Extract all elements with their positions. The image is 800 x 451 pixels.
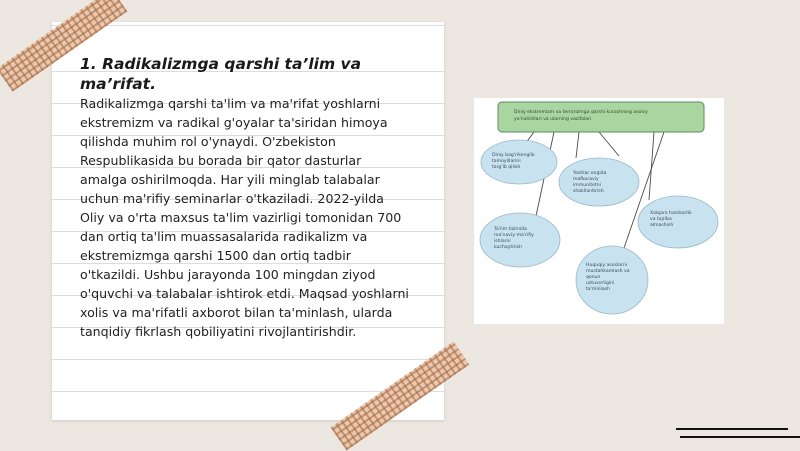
diagram-node-line: kuchaytirish	[494, 245, 522, 250]
diagram-node-line: ishlarni	[494, 239, 511, 244]
decorative-rule	[676, 428, 788, 430]
diagram-header-line: Diniy ekstremizm va terrorizmga qarshi kurashning asosiy	[514, 110, 648, 115]
diagram-node-line: Diniy bag'rikenglik	[492, 153, 535, 158]
diagram-node-line: immunitetni	[573, 183, 601, 188]
diagram-node-line: mustahkamlash va	[586, 269, 630, 274]
diagram-node-line: ta'minlash	[586, 287, 610, 292]
diagram-node-line: targ'ib qilish	[492, 165, 521, 170]
diagram-node-line: Xalqaro hamkorlik	[650, 211, 692, 216]
diagram-node	[481, 140, 557, 184]
diagram-node-line: tamoyillarini	[492, 159, 521, 164]
diagram-node-line: mafkuraviy	[573, 177, 599, 182]
diagram-node	[638, 196, 718, 248]
diagram-svg	[474, 98, 724, 324]
slide-title: 1. Radikalizmga qarshi ta’lim va ma’rifat.	[80, 55, 362, 93]
diagram-node-line: ma'naviy-ma'rifiy	[494, 233, 534, 238]
diagram-node-line: Yoshlar ongida	[573, 171, 607, 176]
diagram-node-line: Huquqiy asoslarni	[586, 263, 628, 268]
diagram-node-line: va tajriba	[650, 217, 672, 222]
diagram-header-line: yo'nalishlari va ularning vazifalari	[514, 117, 592, 122]
diagram-node-line: shakllantirish	[573, 189, 604, 194]
diagram-node-line: almashish	[650, 223, 674, 228]
diagram-image	[474, 98, 724, 324]
diagram-node	[480, 213, 560, 267]
decorative-rule	[680, 436, 800, 438]
slide-body-text: Radikalizmga qarshi ta'lim va ma'rifat yoshlarni ekstremizm va radikal g'oyalar ta'siridan himoya qilishda muhim rol o'ynaydi. O'zbekiston Respublikasida bu borada bir qator dasturlar amalga oshirilmoqda. Har yili minglab talabalar uchun ma'rifiy seminarlar o'tkaziladi. 2022-yilda Oliy va o'rta maxsus ta'lim vazirligi tomonidan 700 dan ortiq ta'lim muassasalarida radikalizm va ekstremizmga qarshi 1500 dan ortiq tadbir o'tkazildi. Ushbu jarayonda 100 mingdan ziyod o'quvchi va talabalar ishtirok etdi. Maqsad yoshlarni xolis va ma'rifatli axborot bilan ta'minlash, ularda tanqidiy fikrlash qobiliyatini rivojlantirishdir.	[80, 96, 409, 339]
diagram-node-line: Ta'lim tizimida	[494, 227, 527, 232]
diagram-node	[576, 246, 648, 314]
diagram-node-line: qonun	[586, 275, 601, 280]
diagram-node	[559, 158, 639, 206]
diagram-node-line: ustuvorligini	[586, 281, 615, 286]
